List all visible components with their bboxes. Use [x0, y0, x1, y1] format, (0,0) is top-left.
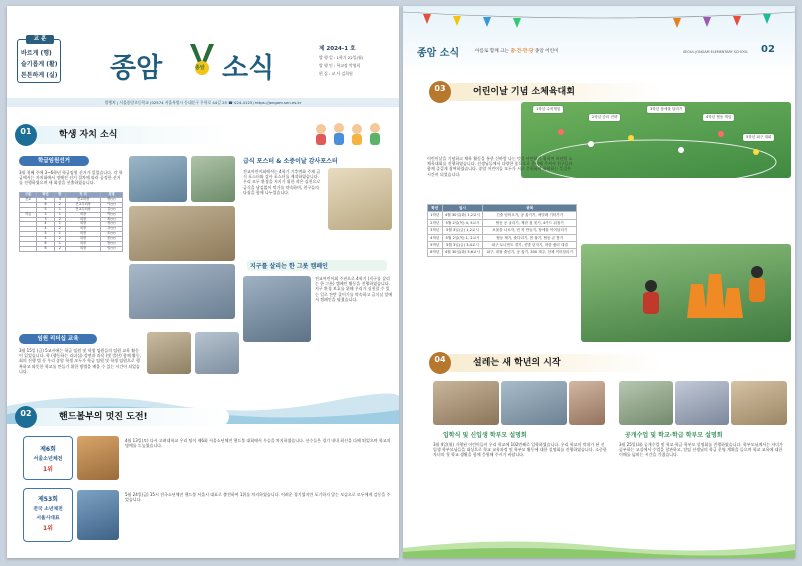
right-header-title: 종암 소식 — [417, 48, 460, 59]
section-04-title: 설레는 새 학년의 시작 — [443, 354, 663, 372]
entrance-photo-1 — [433, 381, 499, 425]
election-table-cell: 1 — [54, 222, 66, 227]
section-03-header — [429, 81, 669, 103]
sports-table-cell: 4월 30일(화) 5,6교시 — [442, 249, 483, 256]
entrance-photo-3 — [569, 381, 605, 425]
election-photo-4 — [129, 264, 235, 319]
leader-photo-2 — [195, 332, 239, 374]
election-table-cell: 회장 — [66, 232, 101, 237]
election-table-header: 직 위 — [66, 193, 101, 198]
election-table-cell: 2 — [54, 237, 66, 242]
cup-stack-icon — [581, 244, 791, 342]
sports-table-cell: 5월 2일(목) 4, 5교시 — [442, 219, 483, 226]
award-badge-2 — [23, 488, 73, 542]
election-table-cell: 회장 — [66, 222, 101, 227]
section-02-header — [15, 406, 255, 428]
sports-table-cell: 4학년 — [428, 234, 443, 241]
election-table-cell: 임○○ — [100, 246, 122, 251]
emblem-label: 종암 — [195, 65, 205, 71]
bunting-icon — [403, 8, 795, 32]
entrance-ceremony-title: 입학식 및 신입생 학부모 설명회 — [443, 432, 527, 439]
handball-text-1: 4월 13일(토) 다시 고려대학교 우리 팀이 제6회 서울소년체전 핸드볼 대회에서 우승을 차지하였습니다. 선수들은 경기 내내 최선을 다해 뛰었으며 학교의 명예를 드높였습니다. — [125, 438, 391, 449]
grass-icon — [403, 534, 795, 558]
election-table-header: 반 — [54, 193, 66, 198]
election-table-header: 학년 — [37, 193, 54, 198]
election-table-cell: 4 — [37, 227, 54, 232]
section-01-header — [15, 124, 255, 146]
award-1-line-1: 제6회 — [40, 446, 56, 453]
award-1-line-3: 1위 — [43, 466, 53, 473]
election-photo-1 — [129, 156, 187, 202]
open-class-text: 3월 25일(화) 공개수업 및 학교·학급 학부모 설명회를 진행하였습니다. 학부모님께서는 자녀가 공부하는 교실에서 수업을 참관하고, 담임 선생님의 학급 운영 계획을 들으며 학교 교육에 대한 이해를 넓히는 시간을 가졌습니다. — [619, 442, 783, 458]
election-table-cell: 회장 — [66, 227, 101, 232]
open-class-title: 공개수업 및 학교·학급 학부모 설명회 — [625, 432, 723, 439]
slogan-pre: 아름로 함께 크는 — [475, 49, 511, 54]
section-03-title: 어린이날 기념 소체육대회 — [443, 83, 663, 101]
award-1-line-2: 서울소년체전 — [33, 456, 63, 462]
section-04-header — [429, 352, 669, 374]
motto-box — [17, 36, 61, 83]
right-header-slogan — [475, 48, 559, 54]
sports-table-row — [428, 227, 577, 234]
sports-table-cell: 5월 3일(금) 3,4교시 — [442, 242, 483, 249]
info-bar: 발행처 | 서울종암초등학교 (02574 서울특별시 동대문구 무학로 44길 25 ☎ 024-4125) https://jongam.sen.es.kr — [7, 98, 399, 107]
section-02-number: 02 — [15, 406, 37, 428]
election-table-cell: 회장 — [66, 242, 101, 247]
issue-number: 제 2024-1 호 — [319, 46, 356, 52]
election-table-cell: 조○○ — [100, 232, 122, 237]
election-table-header: 구분 — [20, 193, 37, 198]
sports-table-cell: 긴줄 넘어오기, 공 옮기기, 애벌레 기어가기 — [483, 212, 577, 219]
election-table-cell: 전교부회장 — [66, 207, 101, 212]
slogan-emphasis: 꿈·건·만·당 — [510, 49, 534, 54]
sports-photo-main — [581, 244, 791, 342]
sports-table-cell: 4월 30일(화) 1,2교시 — [442, 212, 483, 219]
sports-table-row — [428, 249, 577, 256]
election-table-cell: 5 — [37, 237, 54, 242]
sports-table-row — [428, 212, 577, 219]
sports-table-header: 학년 — [428, 205, 443, 212]
sports-table-cell: 협동 공 굴리기, 제한 집 짓기, 4카드 뒤집기 — [483, 219, 577, 226]
election-table-cell: 5 — [37, 232, 54, 237]
award-2-line-3: 서울시대표 — [36, 516, 60, 521]
election-table-cell: 전교부회장 — [66, 202, 101, 207]
sports-table-cell: 5월 3일(금) 1,2교시 — [442, 227, 483, 234]
election-table-cell: 3 — [37, 212, 54, 217]
school-english-name: SEOUL JONGAM ELEMENTARY SCHOOL — [683, 50, 749, 54]
poster-title: 급식 포스터 & 소중이날 감사포스터 — [243, 158, 338, 165]
sports-table-cell: 5월 2일(목) 1, 2교시 — [442, 234, 483, 241]
election-table-cell: 6 — [37, 242, 54, 247]
leader-text: 3월 15일 (금) 5교시에는 학급 임원 및 학생 임원들의 임원 교육 활동이 있었습니다. 학 (행동하는 리더십) 강연과 과목 (빛 발산) 함께 활동, 회의 진행 법 등 우리 종암 학생 모두가 학급 임원 및 학생 임원으로 행복하고 따뜻한 학교를 만들기 위한 방법을 배울 수 있는 시간이 되었습니다. — [19, 348, 141, 374]
award-2-line-2: 전국 소년체전 — [33, 507, 63, 512]
entrance-photo-2 — [501, 381, 567, 425]
sports-day-table — [427, 204, 577, 257]
motto-line-1: 바르게 (행) — [21, 50, 52, 57]
motto-line-3: 튼튼하게 (실) — [21, 72, 58, 79]
election-table — [19, 192, 123, 252]
section-03-number: 03 — [429, 81, 451, 103]
handball-text-2: 5월 24일(금) 15시 전국소년체전 핸드볼 서울시 대표로 출전하여 1위를 차지하였습니다. 어려운 경기였지만 포기하지 않는 모습으로 모두에게 감동을 주었습니다. — [125, 492, 391, 503]
sports-table-row — [428, 234, 577, 241]
poster-photo — [328, 168, 392, 230]
bottom-grass — [403, 534, 795, 558]
sports-table-cell: 2학년 — [428, 219, 443, 226]
school-emblem — [187, 42, 217, 78]
handball-photo-1 — [77, 436, 119, 480]
masthead-title-1: 종암 — [110, 53, 163, 84]
election-table-cell: 장○○ — [100, 242, 122, 247]
left-page — [7, 6, 399, 558]
bunting — [403, 8, 795, 32]
slogan-post: 종암 어린이 — [533, 49, 559, 54]
election-table-cell: 1 — [54, 212, 66, 217]
leader-photo-1 — [147, 332, 191, 374]
election-table-cell: 2 — [54, 217, 66, 222]
election-table-cell: 윤○○ — [100, 237, 122, 242]
openclass-photo-1 — [619, 381, 673, 425]
sports-table-row — [428, 219, 577, 226]
election-table-row — [20, 246, 123, 251]
election-table-cell: 김○○ — [100, 207, 122, 212]
award-badge-1 — [23, 436, 73, 480]
earth-campaign-title: 지구를 살리는 한 그릇 캠페인 — [247, 260, 387, 271]
election-table-cell: 최○○ — [100, 217, 122, 222]
election-table-cell: 6 — [37, 246, 54, 251]
election-table-cell: 회장 — [66, 246, 101, 251]
handball-photo-2 — [77, 490, 119, 540]
election-table-cell: 전교 — [20, 197, 37, 202]
election-title: 학급임원선거 — [19, 156, 89, 166]
section-04-number: 04 — [429, 352, 451, 374]
election-table-cell: 6 — [37, 202, 54, 207]
section-02-title: 핸드볼부의 멋진 도전! — [29, 408, 229, 426]
election-table-header: 성명 — [100, 193, 122, 198]
sports-table-header: 종목 — [483, 205, 577, 212]
election-table-cell: 회장 — [66, 237, 101, 242]
section-01-title: 학생 자치 소식 — [29, 126, 229, 144]
sports-table-cell: 협동 제기, 줄다리기, 몸 풀기, 협동 콘 쌓기 — [483, 234, 577, 241]
election-table-cell — [20, 246, 37, 251]
sports-table-cell: 피구 토너먼트 경기, 신발 던지기, 착한 쉼터 대결 — [483, 242, 577, 249]
earth-campaign-photo — [243, 276, 311, 342]
masthead-title-2: 소식 — [222, 53, 275, 84]
photo-caption: 1학년 수비게임 — [533, 106, 563, 113]
page-number: 02 — [761, 44, 775, 55]
election-table-cell: 2 — [54, 202, 66, 207]
award-2-line-4: 1위 — [43, 525, 53, 532]
sports-table-row — [428, 242, 577, 249]
election-table-cell: 2 — [54, 246, 66, 251]
election-text: 3월 첫째 주에 3~6학년 학급임원 선거가 있었습니다. 각 학급에서는 자치회에서 정해진 선거 절차에 따라 공정한 선거를 진행하였으며 새 회장을 선출하였습니다. — [19, 170, 123, 186]
photo-caption: 3학년 장애물 달리기 — [647, 106, 685, 113]
issue-info — [319, 44, 391, 77]
poster-text: 전교어린이회에서는 4학기 기후변화 주제 급식 포스터와 감사 포스터를 제작하였습니다. 우리 모두 환경을 지키기 위한 작은 실천으로 급식을 남김없이 먹기를 약속하며, 친구들의 다짐을 함께 나누었습니다. — [243, 169, 321, 195]
election-table-cell: 1 — [54, 242, 66, 247]
award-2-line-1: 제53회 — [38, 496, 58, 503]
sports-table-cell: 피구, 대형 줄넘기, 공 옮기, 300 계주, 천체 이어달리기 — [483, 249, 577, 256]
illustration-children — [307, 119, 389, 147]
emblem-icon — [187, 42, 217, 78]
children-icon — [307, 119, 389, 147]
openclass-photo-3 — [731, 381, 787, 425]
sports-table-cell: 6학년 — [428, 249, 443, 256]
sports-table-cell: 3학년 — [428, 227, 443, 234]
issue-publisher: 발 행 인 : 학교장 박영희 — [319, 63, 361, 68]
leader-title: 임원 리더십 교육 — [19, 334, 97, 344]
election-table-cell: 2 — [54, 227, 66, 232]
issue-editor: 편 집 : 교 사 김희원 — [319, 71, 353, 76]
motto-title: 교 훈 — [26, 35, 54, 44]
issue-date: 발 행 일 : 1학기 22일(월) — [319, 55, 364, 60]
sports-table-cell: 1학년 — [428, 212, 443, 219]
election-photo-2 — [191, 156, 235, 202]
election-table-cell: 회장 — [66, 217, 101, 222]
election-table-cell: 회장 — [66, 212, 101, 217]
election-table-cell: 강○○ — [100, 227, 122, 232]
election-table-cell: 박○○ — [100, 212, 122, 217]
sports-intro-text: 어린이날을 기념하고 체육 활동을 통한 신바람 나는 멋을 마련하기 위하여 학년별 소체육대회를 진행하였습니다. 선생님들께서 다양한 종목으로 준비해 주셔서 친구들과 함께 즐겁게 참여하였습니다. 종암 어린이들 모두가 서로 응원하며 화합하는 뜻깊은 시간이 되었습니다. — [427, 156, 573, 177]
photo-caption: 5학년 피구 대회 — [743, 134, 774, 141]
motto-line-2: 슬기롭게 (활) — [21, 61, 58, 68]
photo-caption: 4학년 협동 게임 — [703, 114, 734, 121]
sports-table-header: 일시 — [442, 205, 483, 212]
section-01-number: 01 — [15, 124, 37, 146]
sports-table-cell: 5학년 — [428, 242, 443, 249]
election-table-cell: 정○○ — [100, 222, 122, 227]
election-table-cell: 전교회장 — [66, 197, 101, 202]
entrance-ceremony-text: 3월 4일(월) 거행된 어린이들이 우리 학교에 102번째로 입학하였습니다. 우리 학교의 막내가 된 신입생 학부모님들을 대상으로 학교 교육과정 및 학부모 활동에 대한 설명회를 진행하였습니다. 소중한 자녀의 첫 학교 생활을 함께 응원해 주시기 바랍니다. — [433, 442, 607, 458]
election-table-cell: 1 — [54, 232, 66, 237]
election-table-cell: 6 — [37, 197, 54, 202]
election-table-cell: 5 — [37, 207, 54, 212]
election-table-cell: 3 — [54, 197, 66, 202]
election-table-cell: 3 — [37, 217, 54, 222]
election-table-cell: 1 — [54, 207, 66, 212]
election-table-cell: 4 — [37, 222, 54, 227]
photo-caption: 2학년 승리 전략 — [589, 114, 620, 121]
sports-table-cell: 보물을 나르자, 빈 착 만들기, 장애물 이어달리기 — [483, 227, 577, 234]
election-table-cell: 학급 — [20, 212, 37, 217]
right-page — [403, 6, 795, 558]
election-table-cell: 장○○ — [100, 197, 122, 202]
openclass-photo-2 — [675, 381, 729, 425]
earth-campaign-text: 전교어린이회 주관으로 4학기 (지구를 살리는 한 그릇) 캠페인 활동을 진행하였습니다. 지구 환경 보호를 위해 우리가 실천할 수 있는 일로 잔반 줄이기를 약속하고 급식실 앞에서 캠페인을 펼쳤습니다. — [315, 276, 393, 302]
election-table-cell: 이○○ — [100, 202, 122, 207]
election-photo-3 — [129, 206, 235, 261]
